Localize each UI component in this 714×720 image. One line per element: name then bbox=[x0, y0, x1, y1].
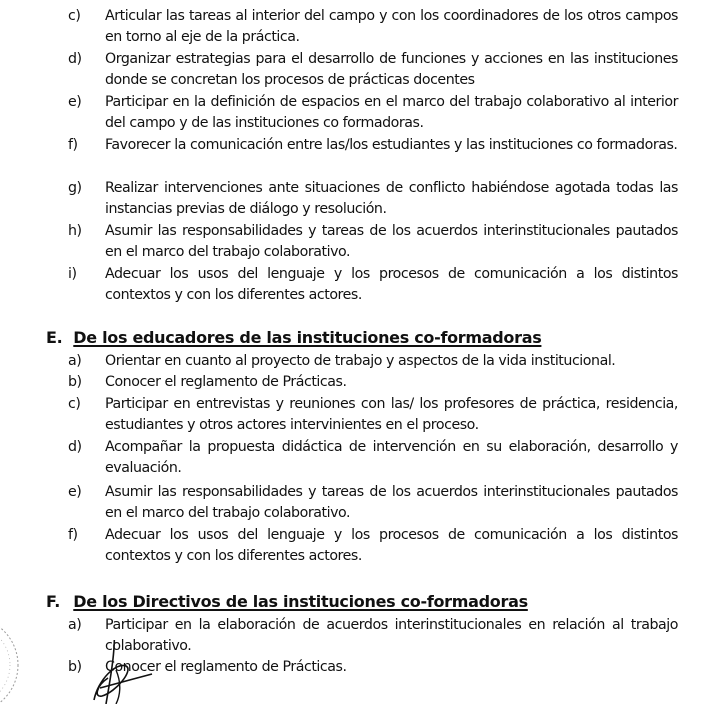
item-label: d) bbox=[68, 439, 82, 455]
item-label: e) bbox=[68, 94, 82, 110]
list-item bbox=[68, 178, 678, 220]
signature-mark bbox=[86, 640, 176, 704]
list-item bbox=[68, 525, 678, 567]
section-title: De los educadores de las instituciones co-formadoras bbox=[73, 328, 542, 347]
item-text: Conocer el reglamento de Prácticas. bbox=[105, 659, 347, 675]
item-text: Orientar en cuanto al proyecto de trabajo y aspectos de la vida institucional. bbox=[105, 353, 616, 369]
list-item bbox=[68, 351, 678, 372]
item-label: e) bbox=[68, 484, 82, 500]
item-label: c) bbox=[68, 8, 81, 24]
item-label: g) bbox=[68, 180, 82, 196]
list-item bbox=[68, 92, 678, 134]
section-title: De los Directivos de las instituciones co-formadoras bbox=[73, 592, 528, 611]
item-label: f) bbox=[68, 137, 78, 153]
item-text: Conocer el reglamento de Prácticas. bbox=[105, 374, 347, 390]
item-text: Adecuar los usos del lenguaje y los procesos de comunicación a los distintos contextos y con los diferentes actores. bbox=[105, 266, 678, 303]
list-item bbox=[68, 372, 678, 393]
list-item bbox=[68, 394, 678, 436]
item-text: Articular las tareas al interior del campo y con los coordinadores de los otros campos en torno al eje de la práctica. bbox=[105, 8, 678, 45]
list-item bbox=[68, 482, 678, 524]
item-label: h) bbox=[68, 223, 82, 239]
item-text: Asumir las responsabilidades y tareas de los acuerdos interinstitucionales pautados en el marco del trabajo colaborativo. bbox=[105, 484, 678, 521]
item-label: b) bbox=[68, 374, 82, 390]
item-label: d) bbox=[68, 51, 82, 67]
item-text: Adecuar los usos del lenguaje y los procesos de comunicación a los distintos contextos y con los diferentes actores. bbox=[105, 527, 678, 564]
list-item bbox=[68, 264, 678, 306]
item-label: c) bbox=[68, 396, 81, 412]
item-text: Organizar estrategias para el desarrollo de funciones y acciones en las instituciones donde se concretan los procesos de prácticas docentes bbox=[105, 51, 678, 88]
section-letter: E. bbox=[46, 328, 63, 347]
list-item bbox=[68, 135, 678, 156]
item-text: Participar en la elaboración de acuerdos interinstitucionales en relación al trabajo colaborativo. bbox=[105, 617, 678, 654]
item-text: Asumir las responsabilidades y tareas de los acuerdos interinstitucionales pautados en el marco del trabajo colaborativo. bbox=[105, 223, 678, 260]
section-e-heading bbox=[46, 327, 541, 349]
list-item bbox=[68, 49, 678, 91]
section-letter: F. bbox=[46, 592, 61, 611]
list-item bbox=[68, 437, 678, 479]
item-text: Acompañar la propuesta didáctica de intervención en su elaboración, desarrollo y evaluación. bbox=[105, 439, 678, 476]
list-item bbox=[68, 221, 678, 263]
item-label: a) bbox=[68, 617, 82, 633]
item-text: Participar en la definición de espacios en el marco del trabajo colaborativo al interior del campo y de las instituciones co formadoras. bbox=[105, 94, 678, 131]
item-text: Favorecer la comunicación entre las/los estudiantes y las instituciones co formadoras. bbox=[105, 137, 678, 153]
item-label: f) bbox=[68, 527, 78, 543]
item-label: b) bbox=[68, 659, 82, 675]
list-item bbox=[68, 6, 678, 48]
item-text: Realizar intervenciones ante situaciones de conflicto habiéndose agotada todas las instancias previas de diálogo y resolución. bbox=[105, 180, 678, 217]
item-text: Participar en entrevistas y reuniones con las/ los profesores de práctica, residencia, estudiantes y otros actores intervinientes en el proceso. bbox=[105, 396, 678, 433]
section-f-heading bbox=[46, 591, 528, 613]
item-label: a) bbox=[68, 353, 82, 369]
item-label: i) bbox=[68, 266, 77, 282]
